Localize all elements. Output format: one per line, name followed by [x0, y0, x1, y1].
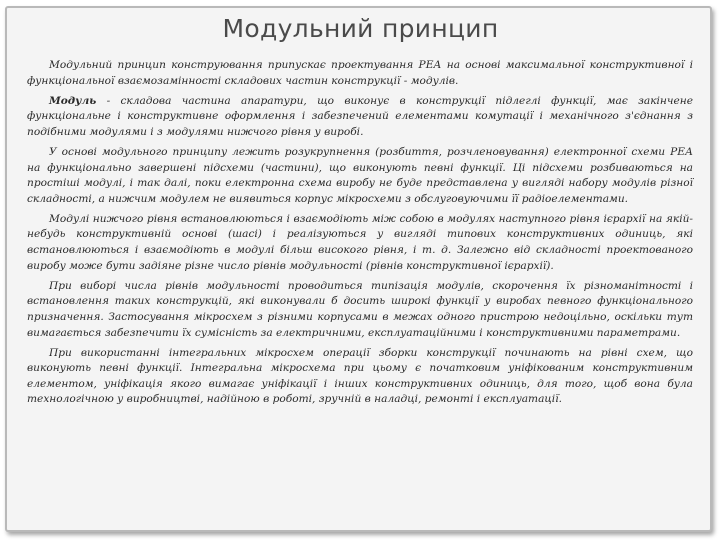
paragraph-text: - складова частина апаратури, що виконує в конструкції підлеглі функції, має закінчене функціональне і конструктивне оформлення і забезпечений елементами комутації і механічного з'єднання з подібними модулями і з модулями нижчого рівня у виробі. [27, 94, 693, 138]
title-area [7, 8, 714, 52]
paragraph-2 [27, 94, 693, 141]
paragraph-6 [27, 346, 693, 408]
paragraph-text: У основі модульного принципу лежить розукрупнення (розбиття, розчленовування) електронної схеми РЕА на функціонально завершені підсхеми (частини), що виконують певні функції. Ці підсхеми розбиваються на простіші модулі, і так далі, поки електронна схема виробу не буде представлена у вигляді набору модулів різної складності, а нижчим модулем не виявиться корпус мікросхеми з обслуговуючими її радіоелементами. [27, 145, 693, 205]
paragraph-text: При використанні інтегральних мікросхем операції зборки конструкції починають на рівні схем, що виконують певні функції. Інтегральна мікросхема при цьому є початковим уніфікованим конструктивним елементом, уніфікація якого вимагає уніфікації і інших конструктивних одиниць, для того, щоб вона була технологічною у виробництві, надійною в роботі, зручній в наладці, ремонті і експлуатації. [27, 346, 693, 406]
slide-title: Модульний принцип [215, 11, 507, 47]
paragraph-lead-term: Модуль [49, 94, 97, 107]
paragraph-3 [27, 145, 693, 207]
paragraph-1 [27, 58, 693, 89]
paragraph-4 [27, 212, 693, 274]
paragraph-5 [27, 279, 693, 341]
paragraph-text: Модульний принцип конструювання припускає проектування РЕА на основі максимальної конструктивної і функціональної взаємозамінності складових частин конструкції - модулів. [27, 59, 693, 87]
slide-body [27, 58, 693, 412]
paragraph-text: Модулі нижчого рівня встановлюються і взаємодіють між собою в модулях наступного рівня ієрархії на якій-небудь конструктивній основі (шасі) і реалізуються у вигляді типових конструктивних одиниць, які встановлюються і взаємодіють в модулі більш високого рівня, і т. д. Залежно від складності проектованого виробу може бути задіяне різне число рівнів модульності (рівнів конструктивної ієрархії). [27, 212, 693, 272]
slide-frame [5, 6, 712, 532]
paragraph-text: При виборі числа рівнів модульності проводиться типізація модулів, скорочення їх різноманітності і встановлення таких конструкцій, які виконували б досить широкі функції у виробах певного функціонального призначення. Застосування мікросхем з різними корпусами в межах одного пристрою недоцільно, оскільки тут вимагається забезпечити їх сумісність за електричними, експлуатаційними і конструктивними параметрами. [27, 279, 693, 339]
